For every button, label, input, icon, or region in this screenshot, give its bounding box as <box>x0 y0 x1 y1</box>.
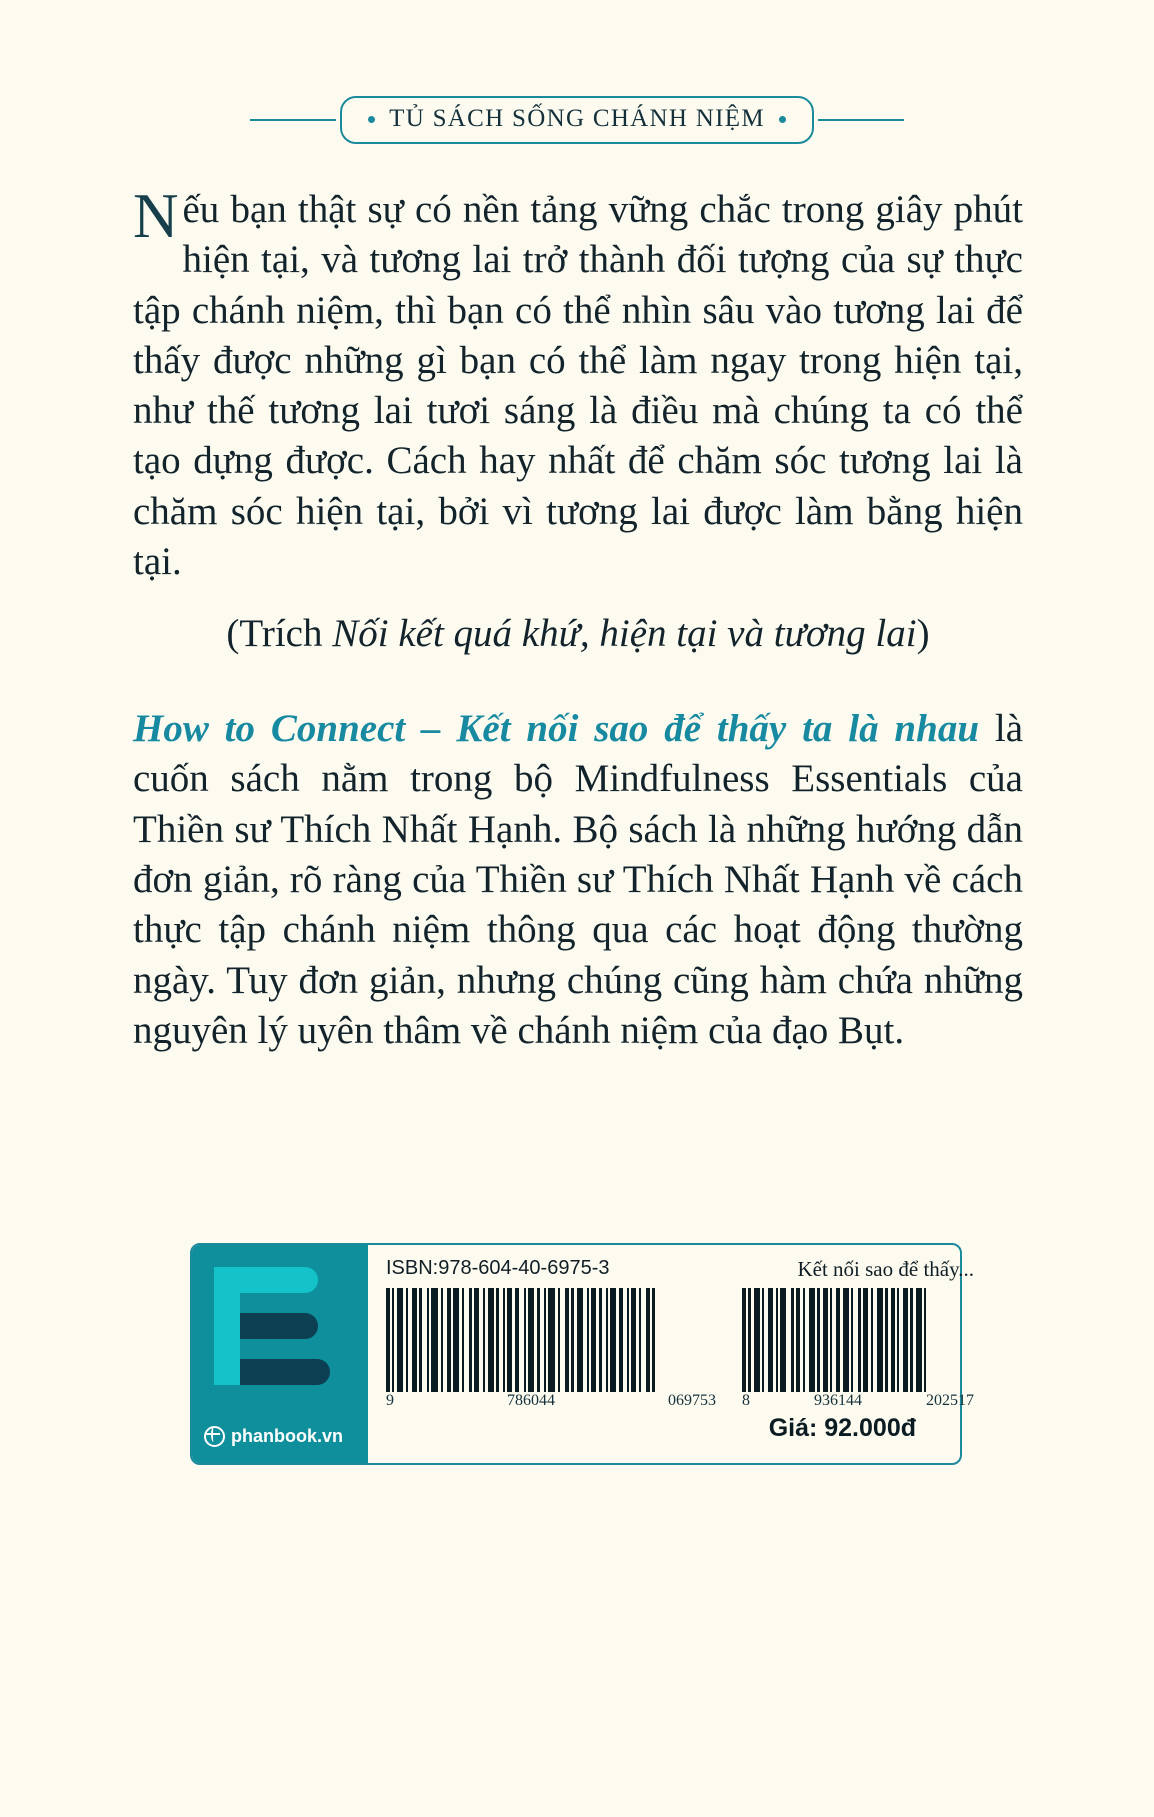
ean-digit-group-3: 202517 <box>926 1392 974 1409</box>
isbn-digit-group-3: 069753 <box>668 1392 716 1409</box>
series-rule-left <box>250 119 336 121</box>
isbn-barcode-block <box>190 1243 974 1465</box>
publisher-website-label: phanbook.vn <box>231 1426 343 1446</box>
ean-digits <box>742 1392 974 1410</box>
ean-barcode <box>742 1288 974 1392</box>
globe-icon <box>204 1426 225 1447</box>
cover-text-content <box>133 181 1023 1056</box>
publisher-logo-cell <box>192 1245 368 1463</box>
isbn-digit-group-1: 9 <box>386 1392 394 1409</box>
barcode-cell <box>368 1245 988 1463</box>
isbn-label: ISBN:978-604-40-6975-3 <box>386 1257 610 1279</box>
isbn-barcode <box>386 1288 716 1392</box>
series-dot-right-icon <box>779 116 786 123</box>
isbn-digit-group-2: 786044 <box>507 1392 555 1409</box>
ean-digit-group-1: 8 <box>742 1392 750 1409</box>
series-rule-right <box>818 119 904 121</box>
short-title-label: Kết nối sao để thấy... <box>797 1257 974 1281</box>
barcode-header <box>386 1257 974 1282</box>
quote-attribution <box>133 609 1023 660</box>
publisher-website <box>204 1426 356 1447</box>
series-dot-left-icon <box>368 116 375 123</box>
ean-digit-group-2: 936144 <box>814 1392 862 1409</box>
blurb-lead-title: How to Connect – Kết nối sao để thấy ta là nhau <box>133 707 980 751</box>
series-title: TỦ SÁCH SỐNG CHÁNH NIỆM <box>389 105 765 132</box>
isbn-digits <box>386 1392 716 1410</box>
attribution-prefix: (Trích <box>226 612 333 656</box>
barcodes-row <box>386 1288 974 1392</box>
quote-paragraph <box>133 181 1023 587</box>
series-badge <box>340 96 814 144</box>
attribution-suffix: ) <box>916 612 930 656</box>
quote-dropcap: N <box>133 181 179 251</box>
series-header <box>0 96 1154 144</box>
blurb-paragraph <box>133 704 1023 1056</box>
quote-body: ếu bạn thật sự có nền tảng vững chắc trong giây phút hiện tại, và tương lai trở thành đối tượng của sự thực tập chánh niệm, thì bạn có thể nhìn sâu vào tương lai để thấy được những gì bạn có thể làm ngay trong hiện tại, như thế tương lai tươi sáng là điều mà chúng ta có thể tạo dựng được. Cách hay nhất để chăm sóc tương lai là chăm sóc hiện tại, bởi vì tương lai được làm bằng hiện tại. <box>133 188 1023 584</box>
price-label: Giá: 92.000đ <box>768 1414 916 1442</box>
blurb-body: là cuốn sách nằm trong bộ Mindfulness Essentials của Thiền sư Thích Nhất Hạnh. Bộ sách là những hướng dẫn đơn giản, rõ ràng của Thiền sư Thích Nhất Hạnh về cách thực tập chánh niệm thông qua các hoạt động thường ngày. Tuy đơn giản, nhưng chúng cũng hàm chứa những nguyên lý uyên thâm về chánh niệm của đạo Bụt. <box>133 707 1023 1052</box>
publisher-logo-icon <box>214 1267 334 1385</box>
attribution-title: Nối kết quá khứ, hiện tại và tương lai <box>332 612 917 656</box>
barcode-digits-row <box>386 1392 974 1410</box>
